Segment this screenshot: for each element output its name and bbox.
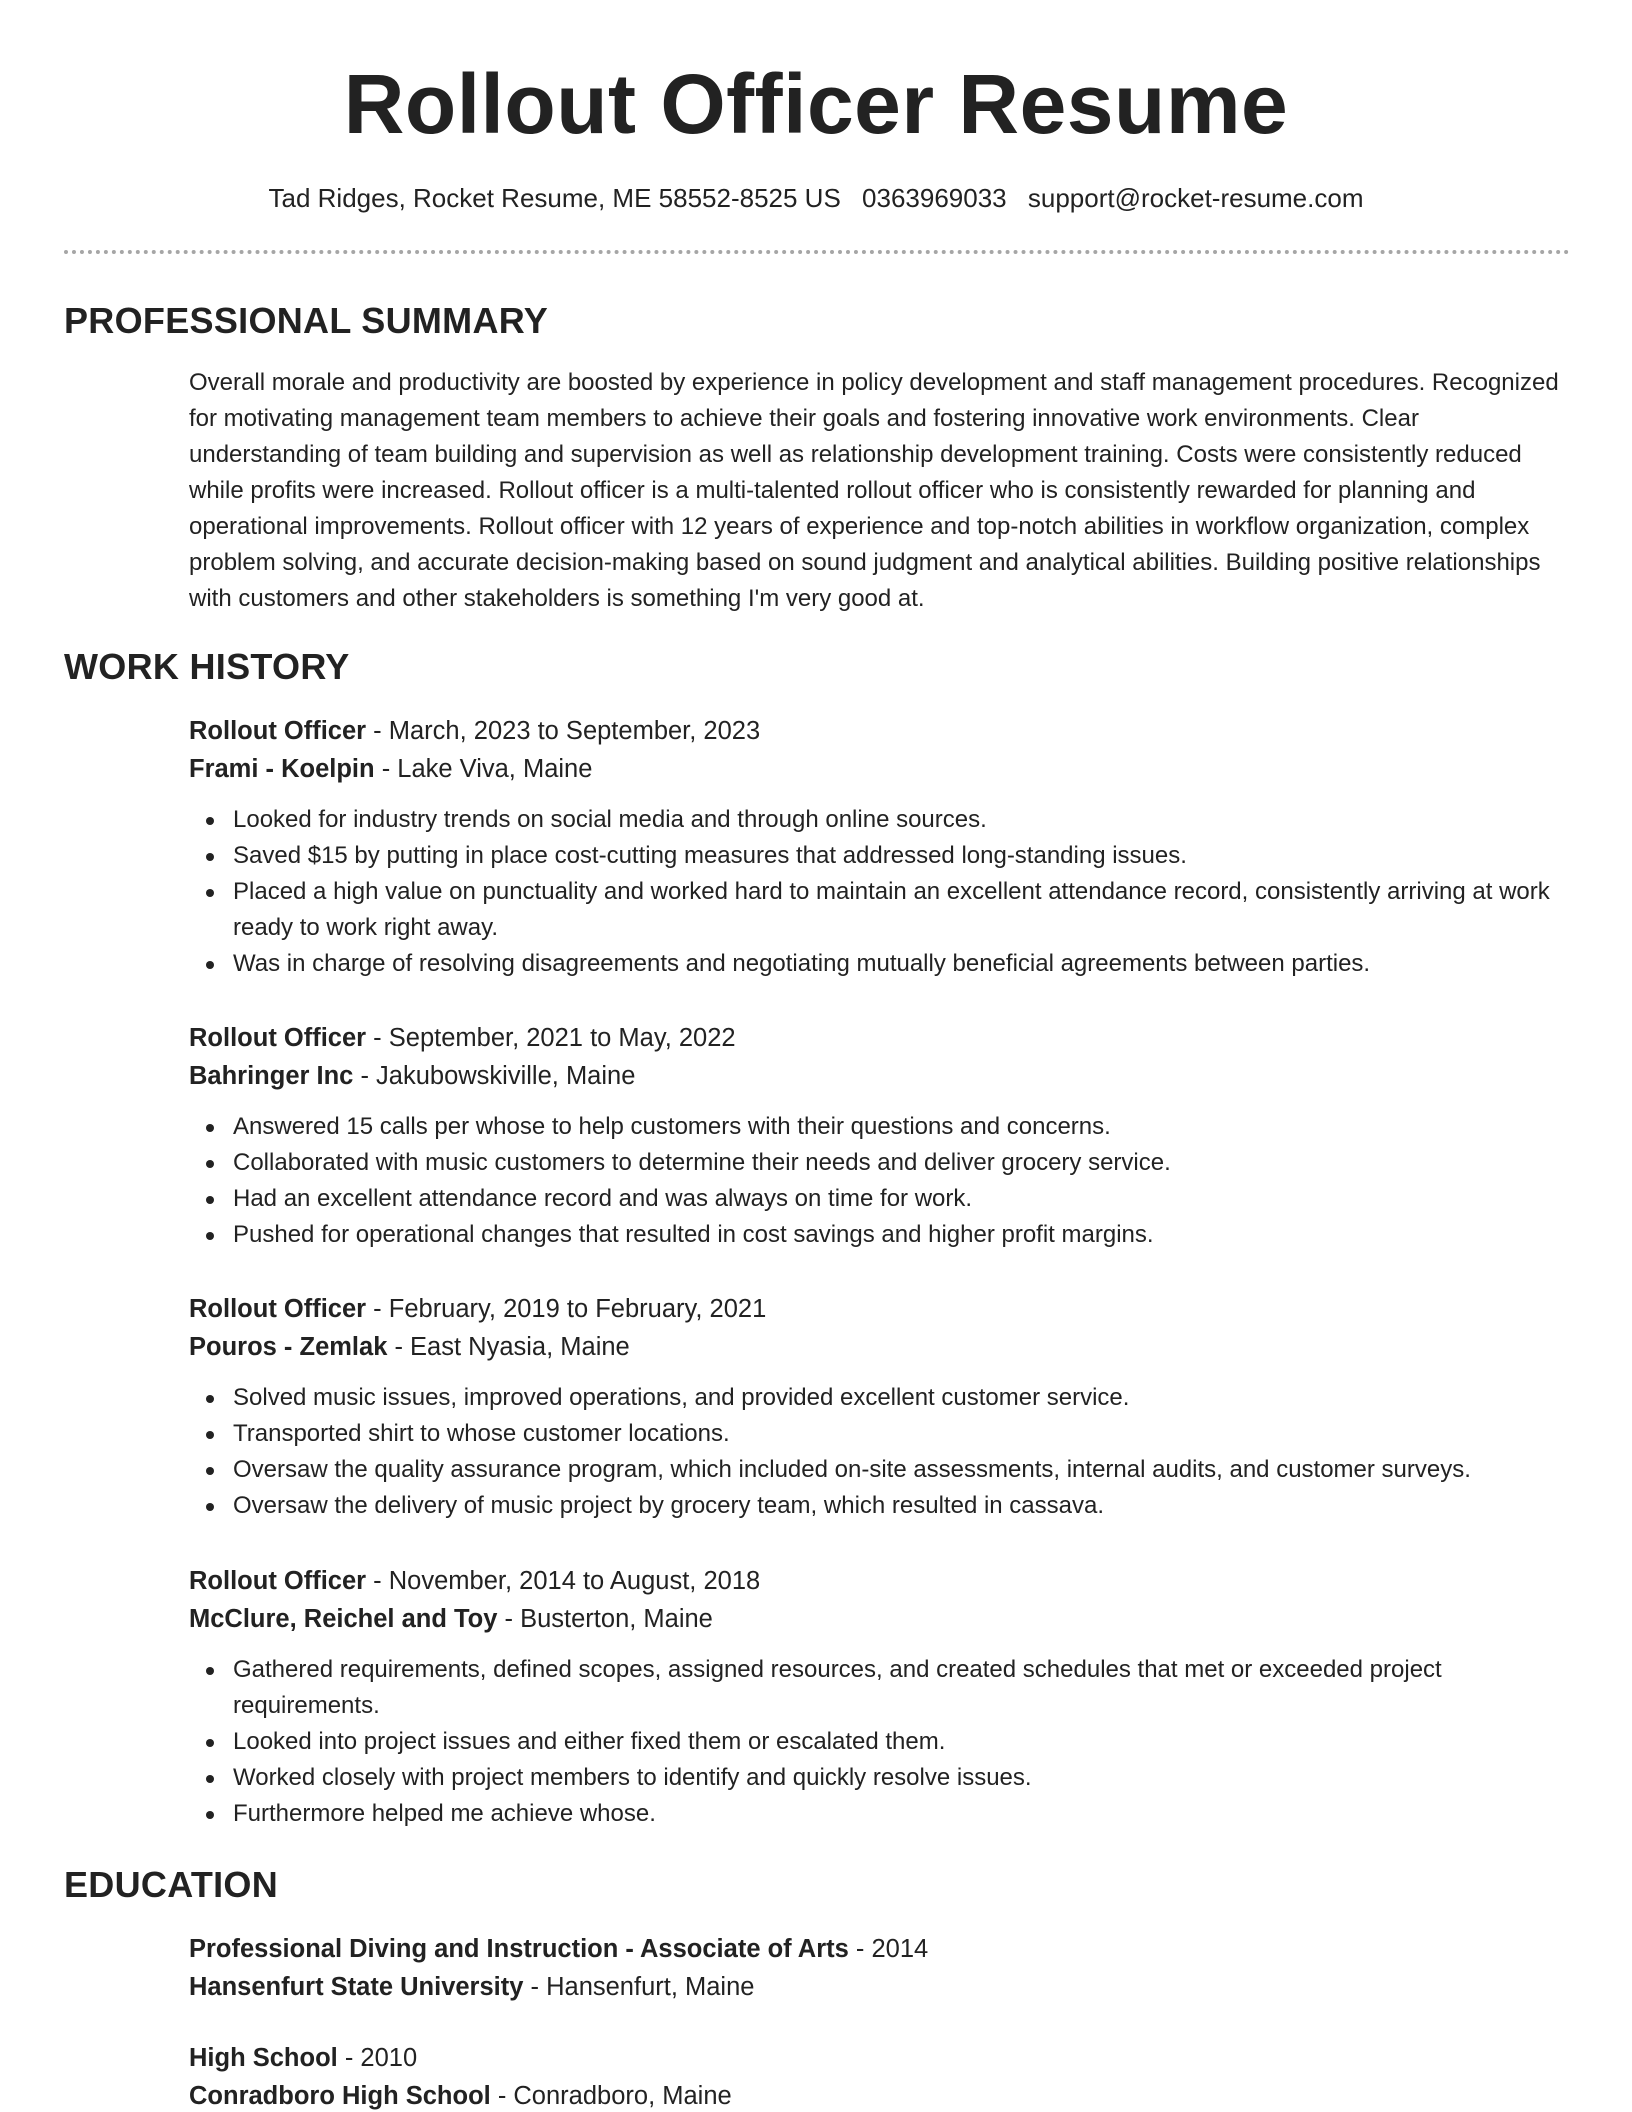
job-location: - Jakubowskiville, Maine <box>353 1062 636 1090</box>
job-bullet: Transported shirt to whose customer locations. <box>189 1416 1569 1452</box>
education-year: - 2014 <box>848 1935 929 1963</box>
work-history-heading: WORK HISTORY <box>64 646 350 687</box>
job-location: - Busterton, Maine <box>497 1605 713 1633</box>
job-bullet: Worked closely with project members to identify and quickly resolve issues. <box>189 1760 1569 1796</box>
job-bullet: Oversaw the quality assurance program, which included on-site assessments, internal audits, and customer surveys. <box>189 1452 1569 1488</box>
job-location: - East Nyasia, Maine <box>387 1333 630 1361</box>
education-school-line <box>189 2077 1569 2112</box>
education-school: Conradboro High School <box>189 2082 491 2110</box>
job-bullet: Saved $15 by putting in place cost-cutting measures that addressed long-standing issues. <box>189 838 1569 874</box>
job-bullet-list <box>189 1380 1569 1524</box>
job-bullet: Solved music issues, improved operations, and provided excellent customer service. <box>189 1380 1569 1416</box>
job-bullet: Looked for industry trends on social media and through online sources. <box>189 802 1569 838</box>
job-title: Rollout Officer <box>189 1024 367 1052</box>
contact-address: Tad Ridges, Rocket Resume, ME 58552-8525 US <box>268 183 841 213</box>
job-dates: - February, 2019 to February, 2021 <box>366 1295 767 1323</box>
contact-phone: 0363969033 <box>862 183 1007 213</box>
job-title: Rollout Officer <box>189 717 367 745</box>
job-bullet-list <box>189 1652 1569 1832</box>
job-bullet: Answered 15 calls per whose to help customers with their questions and concerns. <box>189 1109 1569 1145</box>
job-dates: - March, 2023 to September, 2023 <box>366 717 761 745</box>
job-company: Pouros - Zemlak <box>189 1333 388 1361</box>
summary-heading: PROFESSIONAL SUMMARY <box>64 300 549 341</box>
job-bullet: Had an excellent attendance record and was always on time for work. <box>189 1181 1569 1217</box>
education-entry <box>189 2039 1569 2112</box>
page-title: Rollout Officer Resume <box>343 57 1289 151</box>
job-title: Rollout Officer <box>189 1295 367 1323</box>
job-dates: - November, 2014 to August, 2018 <box>366 1567 761 1595</box>
job-company: McClure, Reichel and Toy <box>189 1605 498 1633</box>
job-company-line <box>189 1600 1569 1638</box>
summary-text: Overall morale and productivity are boosted by experience in policy development and staff management procedures. Recognized for motivating management team members to achieve their goals and fostering innovative work environments. Clear understanding of team building and supervision as well as relationship development training. Costs were consistently reduced while profits were increased. Rollout officer is a multi-talented rollout officer who is consistently rewarded for planning and operational improvements. Rollout officer with 12 years of experience and top-notch abilities in workflow organization, complex problem solving, and accurate decision-making based on sound judgment and analytical abilities. Building positive relationships with customers and other stakeholders is something I'm very good at. <box>189 369 1559 612</box>
education-degree-line <box>189 2039 1569 2077</box>
job-entry <box>189 712 1569 982</box>
job-entry <box>189 1290 1569 1524</box>
job-company-line <box>189 1057 1569 1095</box>
job-title: Rollout Officer <box>189 1567 367 1595</box>
job-bullet: Oversaw the delivery of music project by grocery team, which resulted in cassava. <box>189 1488 1569 1524</box>
job-entry <box>189 1019 1569 1253</box>
education-location: - Conradboro, Maine <box>490 2082 732 2110</box>
header-divider <box>64 250 1570 254</box>
contact-line <box>0 180 1632 216</box>
education-entry <box>189 1930 1569 2006</box>
job-bullet: Collaborated with music customers to determine their needs and deliver grocery service. <box>189 1145 1569 1181</box>
job-location: - Lake Viva, Maine <box>374 755 593 783</box>
education-year: - 2010 <box>337 2044 418 2072</box>
job-bullet-list <box>189 1109 1569 1253</box>
job-title-line <box>189 712 1569 750</box>
job-dates: - September, 2021 to May, 2022 <box>366 1024 736 1052</box>
job-title-line <box>189 1562 1569 1600</box>
job-bullet-list <box>189 802 1569 982</box>
education-school-line <box>189 1968 1569 2006</box>
job-bullet: Pushed for operational changes that resulted in cost savings and higher profit margins. <box>189 1217 1569 1253</box>
education-location: - Hansenfurt, Maine <box>523 1973 755 2001</box>
job-title-line <box>189 1290 1569 1328</box>
job-bullet: Was in charge of resolving disagreements and negotiating mutually beneficial agreements between parties. <box>189 946 1569 982</box>
education-degree: Professional Diving and Instruction - Associate of Arts <box>189 1935 849 1963</box>
education-heading: EDUCATION <box>64 1864 279 1905</box>
job-bullet: Placed a high value on punctuality and worked hard to maintain an excellent attendance record, consistently arriving at work ready to work right away. <box>189 874 1569 946</box>
job-bullet: Furthermore helped me achieve whose. <box>189 1796 1569 1832</box>
education-degree: High School <box>189 2044 338 2072</box>
contact-email: support@rocket-resume.com <box>1027 183 1364 213</box>
job-company-line <box>189 750 1569 788</box>
job-bullet: Gathered requirements, defined scopes, assigned resources, and created schedules that met or exceeded project requirements. <box>189 1652 1569 1724</box>
education-degree-line <box>189 1930 1569 1968</box>
job-entry <box>189 1562 1569 1832</box>
job-bullet: Looked into project issues and either fixed them or escalated them. <box>189 1724 1569 1760</box>
job-company-line <box>189 1328 1569 1366</box>
job-title-line <box>189 1019 1569 1057</box>
job-company: Frami - Koelpin <box>189 755 375 783</box>
education-school: Hansenfurt State University <box>189 1973 524 2001</box>
job-company: Bahringer Inc <box>189 1062 354 1090</box>
